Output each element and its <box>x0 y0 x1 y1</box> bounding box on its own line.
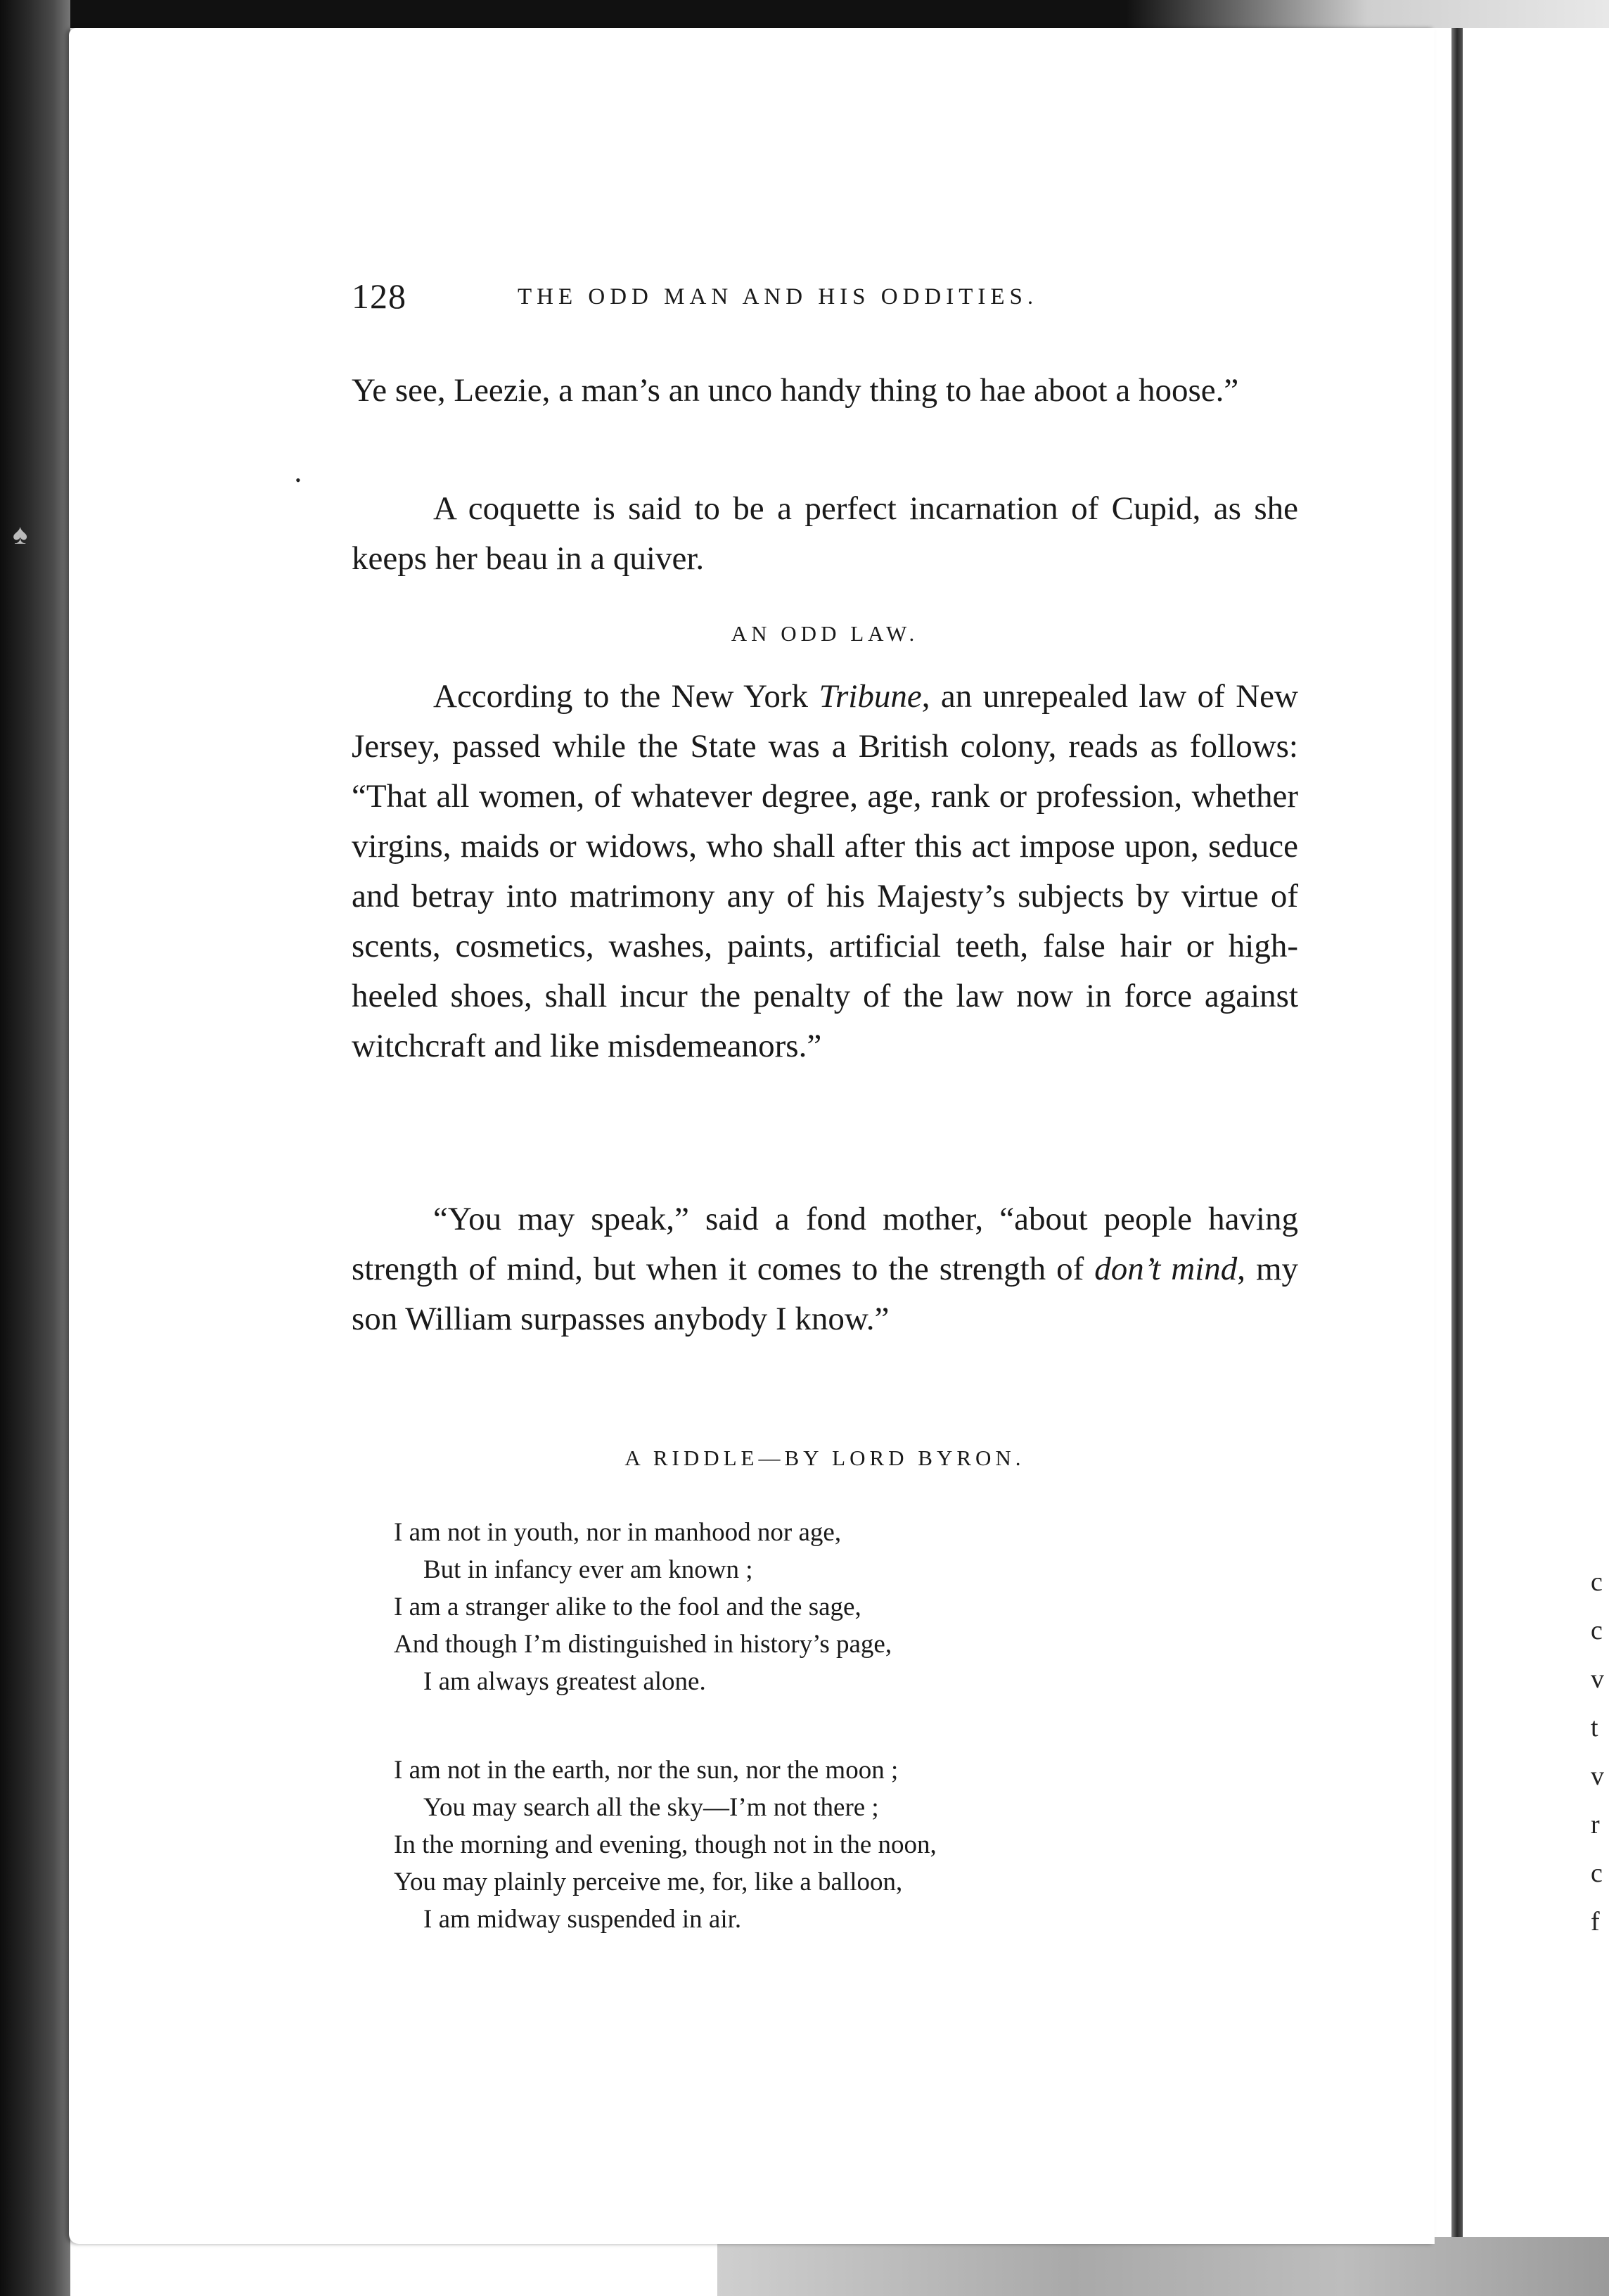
mother-quote-emphasis: don’t mind <box>1094 1251 1238 1287</box>
paragraph-odd-law <box>352 672 1298 1071</box>
poem-line: But in infancy ever am known ; <box>423 1555 753 1584</box>
fragment-letter: t <box>1591 1713 1598 1742</box>
fragment-letter: v <box>1591 1761 1604 1791</box>
odd-law-text-rest: , an unrepealed law of New Jersey, passed while the State was a British colony, reads as follows: “That all women, of whatever degree, age, rank or profession, whether virgins, maids or widows, who shall after this act impose upon, seduce and betray into matrimony any of his Majesty’s subjects by virtue of scents, cosmetics, washes, paints, artificial teeth, false hair or high-heeled shoes, shall incur the penalty of the law now in force against witchcraft and like misdemeanors.” <box>352 678 1298 1064</box>
fragment-letter: r <box>1591 1810 1600 1839</box>
fragment-letter: c <box>1591 1858 1603 1888</box>
poem-line: And though I’m distinguished in history’s page, <box>394 1630 892 1659</box>
margin-dot: • <box>295 471 301 489</box>
section-title-odd-law: AN ODD LAW. <box>731 621 919 646</box>
poem-line: I am midway suspended in air. <box>423 1905 742 1934</box>
poem-stanza-1 <box>394 1514 1266 1700</box>
paragraph-coquette: A coquette is said to be a perfect incarnation of Cupid, as she keeps her beau in a quiver. <box>352 490 1298 577</box>
facing-page-text-fragments <box>1591 1558 1609 1946</box>
margin-mark: ♠ <box>13 518 28 550</box>
paragraph-fond-mother <box>352 1194 1298 1344</box>
poem-line: You may plainly perceive me, for, like a balloon, <box>394 1868 903 1896</box>
paragraph-leezie: Ye see, Leezie, a man’s an unco handy thing to hae aboot a hoose.” <box>352 372 1239 409</box>
page-number: 128 <box>352 276 406 316</box>
poem-line: I am a stranger alike to the fool and the sage, <box>394 1593 861 1621</box>
fragment-letter: v <box>1591 1664 1604 1694</box>
newspaper-title: Tribune <box>819 678 922 715</box>
poem-line: I am not in youth, nor in manhood nor age, <box>394 1518 842 1547</box>
poem-line: I am not in the earth, nor the sun, nor the moon ; <box>394 1756 899 1785</box>
facing-page-edge <box>1463 28 1609 2237</box>
fragment-letter: f <box>1591 1907 1600 1937</box>
poem-line: I am always greatest alone. <box>423 1667 706 1696</box>
section-title-riddle: A RIDDLE—BY LORD BYRON. <box>624 1446 1025 1470</box>
odd-law-text-start: According to the New York <box>433 678 819 715</box>
mother-quote-rest: , my son William surpasses anybody I know.” <box>352 1251 1299 1337</box>
mother-quote-start: “You may speak,” said a fond mother, “about people having strength of mind, but when it comes to the strength of <box>352 1201 1298 1287</box>
page-header <box>352 276 1301 318</box>
scan-border-bottom <box>717 2237 1609 2296</box>
poem-line: In the morning and evening, though not in the noon, <box>394 1830 937 1859</box>
page-gutter <box>1451 28 1463 2237</box>
running-head: THE ODD MAN AND HIS ODDITIES. <box>518 284 1039 310</box>
fragment-letter: c <box>1591 1567 1603 1597</box>
poem-line: You may search all the sky—I’m not there ; <box>423 1793 879 1822</box>
poem-stanza-2 <box>394 1752 1266 1938</box>
scan-border-top <box>0 0 1609 28</box>
fragment-letter: c <box>1591 1616 1603 1645</box>
book-spine-edge <box>0 0 70 2296</box>
